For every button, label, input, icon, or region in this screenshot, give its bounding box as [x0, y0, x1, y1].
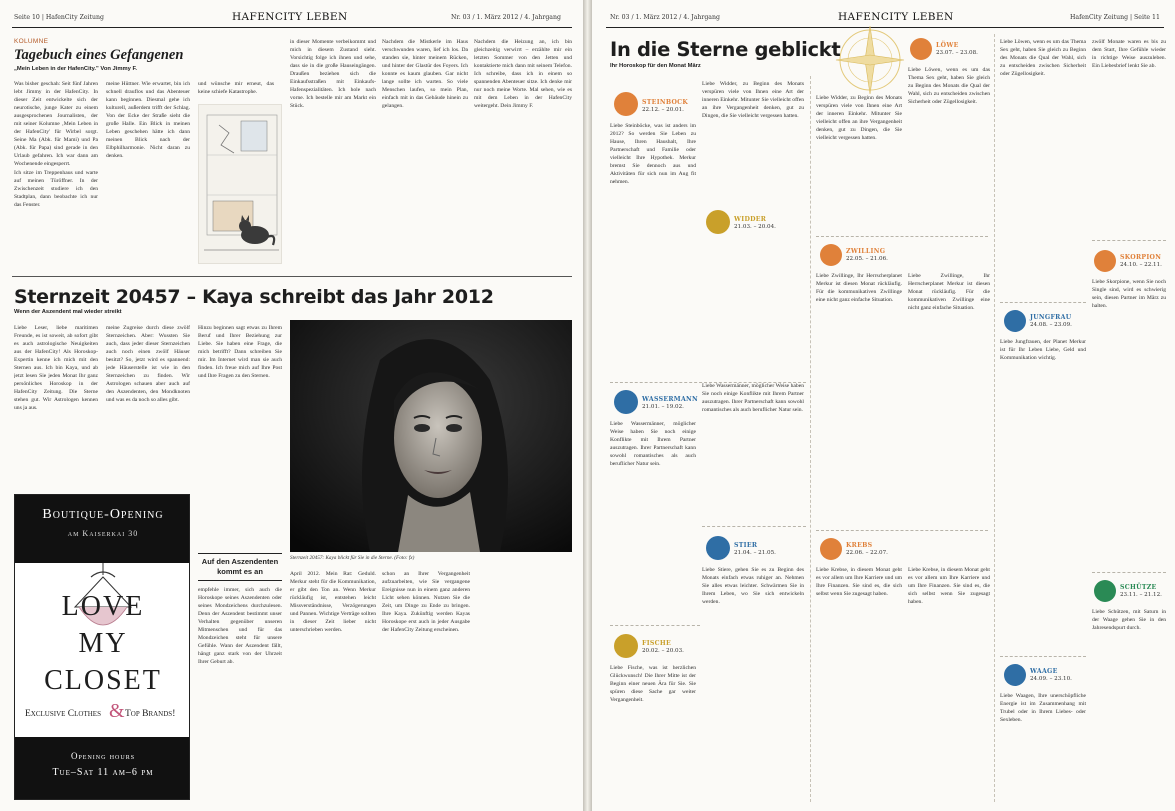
horoscope-text: Liebe Steinböcke, was ist anders im 2012? So werden Sie Leben zu Hause, Ihren Haushalt, Ihre Partnerschaft und Familie oder vielleicht Ihre Hypothek. Merkur bremst Sie dennoch aus und Aktivitäten für sich nun im Aug fit nehmen. — [610, 123, 696, 186]
divider — [12, 276, 572, 277]
horoscope-text: Liebe Widder, zu Beginn des Monats verspüren viele von Ihnen eine Art der inneren Einkehr. Mitunter Sie vielleicht offen an ihre Vergangenheit denken, gut zu Dingen, die Sie vielleicht vergessen hatten. — [816, 95, 902, 142]
feature-text: schon an Ihrer Vergangenheit aufzuarbeiten, wie Sie vergangene Ereignisse nun in einem ganz anderen Licht sehen können. Nutzen Sie die Zeit, um Dinge zu Ende zu bringen. Ihre Kaya. Zukünftig werden Kayas Horoskope erst auch in jeder Ausgabe der HafenCity Zeitung erscheinen. — [382, 571, 470, 634]
sign-name: KREBS — [846, 542, 873, 549]
feature-text: meine Zugreise durch diese zwölf Sternzeichen. Aber: Wussten Sie auch, dass jeder dieser Sternzeichen auch noch einen zwölf Häuser besitzt? So, jetzt wird es spannend: jede Häuserstelle ist wie in den Sternzeichen zu finden. Wir Astrologen schauen aber auch auf den Aszendenten, den Mondknoten und was es da noch so alles gibt. — [106, 325, 190, 404]
ad-hours-value: Tue–Sat 11 am–6 pm — [52, 767, 154, 778]
aside-title: Auf den Aszendenten kommt es an — [198, 553, 282, 581]
sign-dates: 20.02. – 20.03. — [642, 648, 684, 654]
header-rule — [12, 27, 572, 28]
left-page — [0, 0, 584, 811]
horoscope-text: Liebe Zwillinge, Ihr Herrscherplanet Merkur ist diesen Monat rückläufig. Für die kommunikativen Zwillinge eine nicht ganz einfache Situation. — [816, 273, 902, 304]
sign-dates: 21.04. – 21.05. — [734, 550, 776, 556]
section-divider — [1092, 572, 1166, 573]
pisces-icon — [614, 634, 638, 658]
horoscope-text: Liebe Löwen, wenn es um das Thema Sex geht, haben Sie gleich zu Beginn des Monats die Qual der Wahl, sich zu entscheiden zwischen Sicherheit oder Zügellosigkeit. — [908, 67, 990, 106]
column-divider — [994, 34, 995, 802]
horoscope-text: Liebe Fische, was ist herzlichen Glückwunsch! Die Ihrer Mitte ist der Beginn einer neuen Ära für Sie. Sie spüren diese Sache gar weiter Vergangenheit. — [610, 665, 696, 704]
ad-tagline-1: Exclusive Clothes — [25, 709, 101, 719]
sign-name: FISCHE — [642, 640, 672, 647]
column-text: in dieser Momente verbeikommt und mich in diesem Zustand sieht. Vorsichtig folge ich ihnen und sehe, dass sie in die große Hauseingängen. Draußen beziehen sich die Einkaufsstraßen mit Einkaufs-Hafenspezialitäten. Ich hole nach vorne. Ich bestelle mir am Markt ein Stück. — [290, 39, 376, 110]
sign-name: JUNGFRAU — [1030, 314, 1072, 321]
feature-text: Hinzu beginnen sagt etwas zu Ihrem Beruf und Ihrer Beziehung zur Liebe. Sie haben eine Frage, die mich betrifft? Dann schreiben Sie mir. Im Internet wird man sie auch finden. Ich freue mich auf Ihre Post und Ihre Fragen zu den Sternen. — [198, 325, 282, 380]
column-text: Nachdem die Heizung an, ich bin gleichzeitig verwirrt – erzählte mir ein letzten Sommer von den Jetten und kontaktierte mich dann mit seinem Telefon. Ich schreibe, dass ich in einem so spannenden Abenteuer sitze. Ich denke mir nur noch meine Worte. Mal sehen, wie es mit dem Leben in der HafenCity weitergeht. Dein Jimmy F. — [474, 39, 572, 110]
feature-text: April 2012. Mein Rat: Geduld. Merkur steht für die Kommunikation, er gibt den Ton an. Wenn Merkur rückläufig ist, entstehen leicht Missverständnisse, Verzögerungen und Pannen. Wichtige Verträge sollten in dieser Zeit lieber nicht unterschrieben werden. — [290, 571, 376, 634]
section-divider — [1000, 302, 1086, 303]
horoscope-text: Liebe Widder, zu Beginn des Monats verspüren viele von Ihnen eine Art der inneren Einkehr. Mitunter Sie vielleicht offen an ihre Vergangenheit denken, gut zu Dingen, die Sie vielleicht vergessen hatten. — [702, 81, 804, 120]
sign-dates: 22.12. – 20.01. — [642, 107, 684, 113]
section-divider — [1092, 240, 1166, 241]
page-header-right: HafenCity Zeitung | Seite 11 — [1070, 14, 1160, 21]
cancer-icon — [820, 538, 842, 560]
horoscope-text: Liebe Zwillinge, Ihr Herrscherplanet Merkur ist diesen Monat rückläufig. Für die kommunikativen Zwillinge eine nicht ganz einfache Situation. — [908, 273, 990, 312]
libra-icon — [1004, 664, 1026, 686]
kaya-portrait-photo — [290, 320, 572, 552]
ad-ampersand: & — [109, 700, 125, 722]
sagittarius-icon — [1094, 580, 1116, 602]
column-subtitle: „Mein Leben in der HafenCity." Von Jimmy F. — [14, 66, 137, 72]
feature-subtitle: Wenn der Aszendent mal wieder streikt — [14, 309, 122, 315]
section-divider — [816, 530, 988, 531]
horoscope-text: Liebe Krebse, in diesem Monat geht es vor allem um Ihre Karriere und um Ihre Finanzen. Sie sind es, die sich selbst wenn Sie zugesagt haben. — [816, 567, 902, 598]
ad-hours-label: Opening hours — [70, 751, 136, 761]
sign-dates: 23.11. – 21.12. — [1120, 592, 1162, 598]
ad-brand-closet: CLOSET — [44, 665, 162, 696]
taurus-icon — [706, 536, 730, 560]
boutique-ad — [14, 494, 190, 800]
issue-info: Nr. 03 / 1. März 2012 / 4. Jahrgang — [610, 14, 720, 21]
horoscope-text: Liebe Schützen, mit Saturn in der Waage gehen Sie in den Jahresendspurt durch. — [1092, 609, 1166, 632]
section-title: HAFENCITY LEBEN — [838, 11, 954, 23]
sign-dates: 23.07. – 23.08. — [936, 50, 978, 56]
horoscope-text: Liebe Skorpione, wenn Sie noch Single sind, wird es schwierig sein, diesen Partner im März zu halten. — [1092, 279, 1166, 310]
column-divider — [810, 76, 811, 802]
ad-brand-love: LOVE — [61, 591, 145, 622]
capricorn-icon — [614, 92, 638, 116]
horoscope-text: Liebe Löwen, wenn es um das Thema Sex geht, haben Sie gleich zu Beginn des Monats die Qual der Wahl, sich zu entscheiden zwischen Sicherheit oder Zügellosigkeit. — [1000, 39, 1086, 78]
sign-name: WASSERMANN — [642, 396, 698, 403]
kicker: KOLUMNE — [14, 38, 49, 45]
section-title: HAFENCITY LEBEN — [232, 11, 348, 23]
sign-dates: 22.06. – 22.07. — [846, 550, 888, 556]
illustration-cat — [198, 104, 282, 264]
horoscope-text: Liebe Wassermänner, möglicher Weise haben Sie noch einige Konflikte mit Ihrem Partner auszutragen. Ihrer Partnerschaft kann sowohl romantisches als auch beruflicher Natur sein. — [702, 383, 804, 414]
section-divider — [702, 526, 806, 527]
horoscope-text: Liebe Wassermänner, möglicher Weise haben Sie noch einige Konflikte mit Ihrem Partner auszutragen. Ihrer Partnerschaft kann sowohl romantisches als auch beruflicher Natur sein. — [610, 421, 696, 468]
section-divider — [610, 625, 700, 626]
column-title: Tagebuch eines Gefangenen — [14, 47, 184, 63]
section-divider — [1000, 656, 1086, 657]
page-subtitle: Ihr Horoskop für den Monat März — [610, 63, 701, 69]
ad-tagline-2: Top Brands! — [125, 709, 176, 719]
horoscope-text: zwölf Monate waren es bis zu dem Start, Ihre Gefühle wieder in richtige Weise auszuleben. Ein Liebesbrief lenkt Sie ab. — [1092, 39, 1166, 70]
issue-info: Nr. 03 / 1. März 2012 / 4. Jahrgang — [451, 14, 561, 21]
sign-name: WIDDER — [734, 216, 767, 223]
gemini-icon — [820, 244, 842, 266]
sign-name: STIER — [734, 542, 758, 549]
sign-name: SKORPION — [1120, 254, 1162, 261]
ad-brand-my: MY — [78, 628, 128, 659]
sign-dates: 24.09. – 23.10. — [1030, 676, 1072, 682]
aries-icon — [706, 210, 730, 234]
horoscope-text: Liebe Stiere, gehen Sie es zu Beginn des Monats einfach etwas ruhiger an. Nehmen Sie alles etwas leichter. Schwärmen Sie in Ihrem Leben, wo Sie sich entwickeln werden. — [702, 567, 804, 606]
feature-text: Liebe Leser, liebe maritimen Freunde, es ist soweit, ab sofort gibt es auch astrologische Neuigkeiten aus der HafenCity! Als Horoskop-Expertin kenne ich mich mit den Sternen aus. Ich bin Kaya, und ab jetzt lesen Sie jeden Monat Ihr ganz persönliches Horoskop in der HafenCity Zeitung. Die Sterne stehen gut. Wir Astrologen kennen uns ja aus. — [14, 325, 98, 412]
leo-icon — [910, 38, 932, 60]
section-divider — [816, 236, 988, 237]
page-header-left: Seite 10 | HafenCity Zeitung — [14, 14, 104, 21]
ad-headline: Boutique-Opening — [42, 507, 164, 522]
photo-caption: Sternzeit 20457: Kaya blickt für Sie in die Sterne. (Foto: fx) — [290, 555, 415, 561]
horoscope-text: Liebe Waagen, Ihre unerschöpfliche Energie ist im Zusammenhang mit Trubel oder in Ihrem Liebes- oder Sexleben. — [1000, 693, 1086, 724]
sign-dates: 21.01. – 19.02. — [642, 404, 684, 410]
ad-address: am Kaiserkai 30 — [67, 529, 139, 538]
column-text: meine Hüttner. Wie erwartet, bin ich schnell drauflos und das Abenteuer kann beginnen. Diesmal gehe ich kulturell, außerdem trifft der Schlag. Von der Ecke der Straße sieht die große Halle. Ein Blick in meinen Leben geschehen hätte ich dann meinen Blick nach der Elbphilharmonie. Nicht daran zu denken. — [106, 81, 190, 160]
column-text: Was bisher geschah: Seit fünf Jahren lebt Jimmy in der HafenCity. In dieser Zeit entwickelte sich der neurotische, junge Kater zu einem ausgesprochenen Journalisten, der mit seiner Kolumne ‚Mein Leben in der HafenCity' für Wirbel sorgt. Seine Ma (Abk. für Mami) und Pa (Abk. für Papa) sind gerade in den Urlaub gefahren. Ich war dann am Wochenende eingesperrt. Ich sitze im Treppenhaus und warte auf meinen Türöffner. In der Zwischenzeit studiere ich den Stadtplan, dann beobachte ich nur das Fenster. — [14, 81, 98, 208]
compass-icon — [830, 20, 910, 100]
horoscope-text: Liebe Jungfrauen, der Planet Merkur ist für Ihr Leben Liebe, Geld und Kommunikation wichtig. — [1000, 339, 1086, 362]
feature-text: empfehle immer, sich auch die Horoskope seines Aszendenten oder seines Mondzeichens durchzulesen. Denn der Aszendent bestimmt unser Verhalten gegenüber unseren Mitmenschen und für das Mondzeichen steht für unsere Gefühle. Wann der Aszendent fällt, hängt ganz stark von der Uhrzeit Ihrer Geburt ab. — [198, 587, 282, 666]
sign-dates: 21.03. – 20.04. — [734, 224, 776, 230]
sign-name: STEINBOCK — [642, 99, 689, 106]
column-text: Nachdem die Mistkerle im Haus verschwunden waren, lief ich los. Da standen sie, hinter meinem Rücken, und hinter der Glastür des Foyers. Ich konnte es kaum glauben. Gar nicht lange sollte ich warten. So viele Menschen laufen, so mein Plan, einfach mit in das Gebäude hinein zu gelangen. — [382, 39, 468, 110]
sign-name: ZWILLING — [846, 248, 886, 255]
sign-dates: 24.10. – 22.11. — [1120, 262, 1162, 268]
sign-name: SCHÜTZE — [1120, 584, 1157, 591]
right-page — [591, 0, 1175, 811]
scorpio-icon — [1094, 250, 1116, 272]
page-gutter — [584, 0, 591, 811]
column-text: und wünsche mir erneut, das keine schiefe Katastrophe. — [198, 81, 274, 96]
horoscope-text: Liebe Krebse, in diesem Monat geht es vor allem um Ihre Karriere und um Ihre Finanzen. Sie sind es, die sich selbst wenn Sie zugesagt haben. — [908, 567, 990, 606]
sign-name: LÖWE — [936, 42, 959, 49]
aquarius-icon — [614, 390, 638, 414]
sign-name: WAAGE — [1030, 668, 1058, 675]
virgo-icon — [1004, 310, 1026, 332]
page-title: In die Sterne geblickt — [610, 38, 841, 61]
sign-dates: 22.05. – 21.06. — [846, 256, 888, 262]
sign-dates: 24.08. – 23.09. — [1030, 322, 1072, 328]
feature-title: Sternzeit 20457 – Kaya schreibt das Jahr 2012 — [14, 286, 494, 308]
